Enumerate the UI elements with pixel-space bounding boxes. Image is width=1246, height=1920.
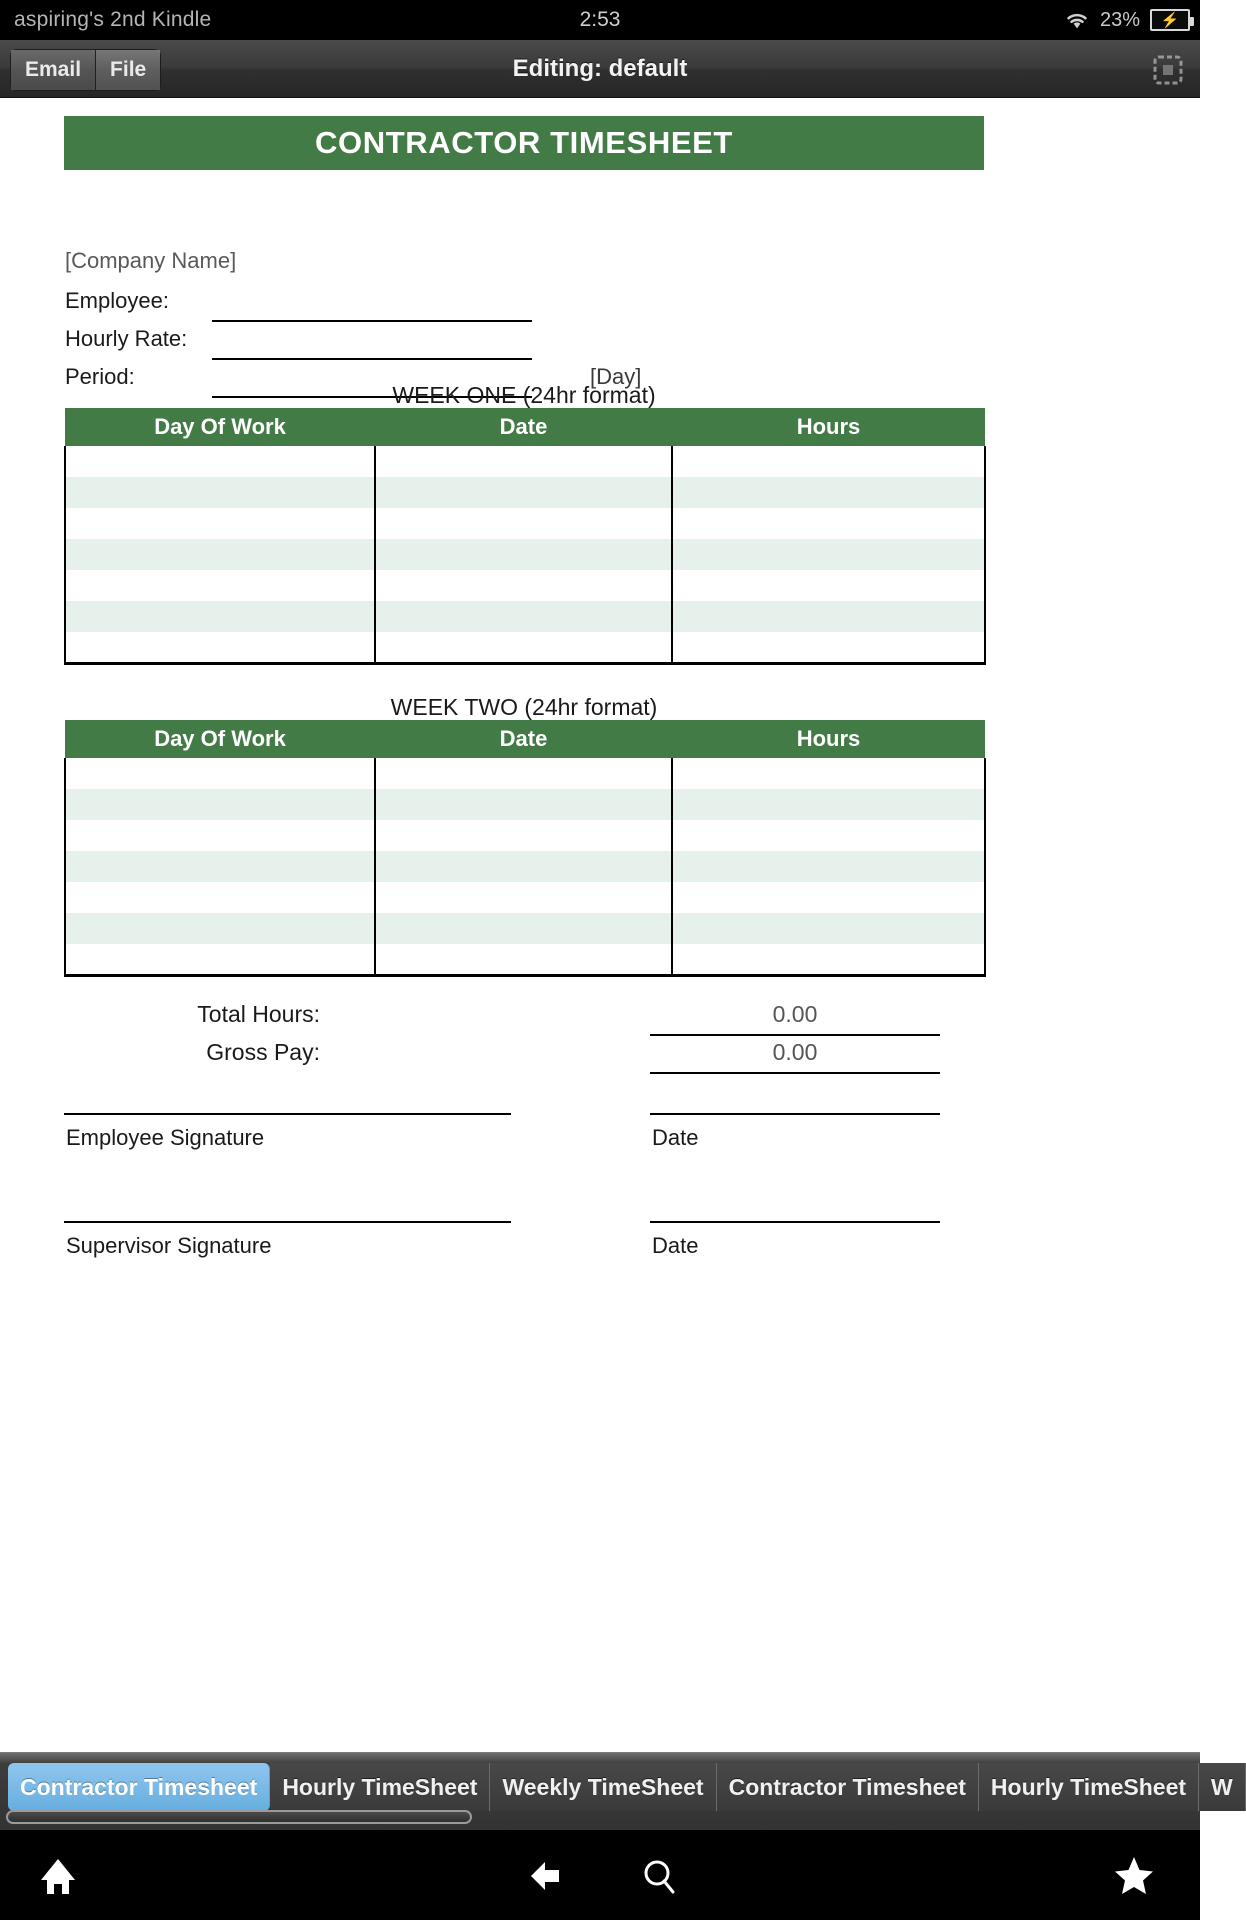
search-icon[interactable] [637, 1854, 681, 1898]
total-hours-label: Total Hours: [197, 1001, 320, 1027]
cell-hours[interactable] [672, 882, 985, 913]
cell-day[interactable] [65, 601, 375, 632]
cell-day[interactable] [65, 508, 375, 539]
file-button[interactable]: File [96, 50, 160, 90]
cell-day[interactable] [65, 632, 375, 663]
cell-day[interactable] [65, 944, 375, 975]
sheet-tab-list [8, 1763, 1246, 1811]
table-row[interactable] [65, 446, 985, 477]
week-two-header-row [65, 720, 985, 758]
supervisor-date-label: Date [652, 1233, 699, 1258]
editing-title: Editing: default [512, 55, 688, 82]
cell-day[interactable] [65, 570, 375, 601]
app-toolbar [0, 40, 1200, 98]
battery-percent: 23% [1099, 8, 1140, 31]
gross-pay-label: Gross Pay: [206, 1039, 320, 1065]
cell-date[interactable] [375, 913, 672, 944]
table-row[interactable] [65, 477, 985, 508]
total-hours-value[interactable]: 0.00 [650, 998, 940, 1036]
table-row[interactable] [65, 539, 985, 570]
table-row[interactable] [65, 944, 985, 975]
status-clock: 2:53 [579, 8, 621, 31]
cell-date[interactable] [375, 508, 672, 539]
cell-hours[interactable] [672, 851, 985, 882]
cell-hours[interactable] [672, 539, 985, 570]
cell-day[interactable] [65, 789, 375, 820]
wifi-icon [1064, 10, 1090, 30]
totals-block [64, 998, 984, 1074]
table-row[interactable] [65, 570, 985, 601]
cell-day[interactable] [65, 477, 375, 508]
week-two-table[interactable] [64, 720, 986, 977]
cell-day[interactable] [65, 820, 375, 851]
cell-hours[interactable] [672, 913, 985, 944]
cell-hours[interactable] [672, 789, 985, 820]
employee-signature-row[interactable] [64, 1113, 984, 1221]
field-period-label: Period: [65, 364, 135, 389]
table-row[interactable] [65, 632, 985, 663]
cell-day[interactable] [65, 758, 375, 789]
employee-signature-line[interactable] [64, 1113, 511, 1115]
signature-block [64, 1113, 984, 1329]
star-icon[interactable] [1112, 1854, 1156, 1898]
cell-date[interactable] [375, 477, 672, 508]
supervisor-date-line[interactable] [650, 1221, 940, 1223]
table-row[interactable] [65, 789, 985, 820]
week-two-col-date: Date [375, 720, 672, 758]
cell-hours[interactable] [672, 820, 985, 851]
cell-date[interactable] [375, 601, 672, 632]
cell-hours[interactable] [672, 477, 985, 508]
cell-date[interactable] [375, 789, 672, 820]
table-row[interactable] [65, 758, 985, 789]
cell-date[interactable] [375, 539, 672, 570]
document-canvas[interactable] [0, 98, 1200, 1748]
week-two-col-hours: Hours [672, 720, 985, 758]
field-hourly-rate-input[interactable] [212, 322, 532, 360]
field-employee[interactable] [65, 284, 965, 322]
week-one-col-day: Day Of Work [65, 408, 375, 446]
cell-date[interactable] [375, 851, 672, 882]
week-two-col-day: Day Of Work [65, 720, 375, 758]
toolbar-button-group [10, 49, 161, 91]
cell-hours[interactable] [672, 446, 985, 477]
bottom-navigation-bar [0, 1830, 1200, 1920]
cell-day[interactable] [65, 539, 375, 570]
fullscreen-icon[interactable] [1152, 54, 1184, 86]
table-row[interactable] [65, 913, 985, 944]
week-one-col-date: Date [375, 408, 672, 446]
table-row[interactable] [65, 820, 985, 851]
cell-date[interactable] [375, 820, 672, 851]
battery-charging-icon: ⚡ [1150, 9, 1190, 31]
supervisor-signature-row[interactable] [64, 1221, 984, 1329]
page-title: CONTRACTOR TIMESHEET [64, 116, 984, 170]
sheet-tab-weekly-timesheet[interactable]: Weekly TimeSheet [490, 1763, 716, 1811]
week-two-caption: WEEK TWO (24hr format) [390, 694, 658, 720]
cell-day[interactable] [65, 446, 375, 477]
home-icon[interactable] [36, 1854, 80, 1898]
cell-date[interactable] [375, 944, 672, 975]
company-name: [Company Name] [65, 248, 237, 273]
week-one-col-hours: Hours [672, 408, 985, 446]
gross-pay-row[interactable] [64, 1036, 984, 1074]
cell-date[interactable] [375, 758, 672, 789]
supervisor-signature-line[interactable] [64, 1221, 511, 1223]
back-arrow-icon[interactable] [525, 1854, 569, 1898]
employee-date-label: Date [652, 1125, 699, 1150]
cell-day[interactable] [65, 882, 375, 913]
cell-hours[interactable] [672, 632, 985, 663]
cell-day[interactable] [65, 913, 375, 944]
cell-date[interactable] [375, 882, 672, 913]
cell-hours[interactable] [672, 944, 985, 975]
status-bar [0, 0, 1200, 40]
cell-date[interactable] [375, 632, 672, 663]
cell-hours[interactable] [672, 601, 985, 632]
cell-hours[interactable] [672, 508, 985, 539]
table-row[interactable] [65, 851, 985, 882]
cell-day[interactable] [65, 851, 375, 882]
week-one-caption: WEEK ONE (24hr format) [392, 382, 656, 408]
sheet-tab-hourly-timesheet-1[interactable]: Hourly TimeSheet [270, 1763, 490, 1811]
field-hourly-rate[interactable] [65, 322, 965, 360]
sheet-tab-hourly-timesheet-2[interactable]: Hourly TimeSheet [979, 1763, 1199, 1811]
total-hours-row[interactable] [64, 998, 984, 1036]
status-indicators [1064, 9, 1190, 32]
field-hourly-rate-label: Hourly Rate: [65, 326, 188, 351]
sheet-tab-bar[interactable] [0, 1752, 1233, 1830]
sheet-tab-contractor-timesheet-2[interactable]: Contractor Timesheet [717, 1763, 979, 1811]
email-button[interactable]: Email [11, 50, 96, 90]
field-employee-label: Employee: [65, 288, 169, 313]
cell-date[interactable] [375, 446, 672, 477]
employee-date-line[interactable] [650, 1113, 940, 1115]
supervisor-signature-label: Supervisor Signature [66, 1233, 272, 1258]
cell-date[interactable] [375, 570, 672, 601]
sheet-tab-scrollbar[interactable] [6, 1810, 472, 1824]
table-row[interactable] [65, 508, 985, 539]
table-row[interactable] [65, 882, 985, 913]
employee-signature-label: Employee Signature [66, 1125, 265, 1150]
sheet-tab-contractor-timesheet-1[interactable]: Contractor Timesheet [8, 1763, 270, 1811]
week-one-table[interactable] [64, 408, 986, 665]
device-name: aspiring's 2nd Kindle [14, 8, 212, 31]
table-row[interactable] [65, 601, 985, 632]
header-fields [65, 248, 965, 398]
cell-hours[interactable] [672, 570, 985, 601]
field-employee-input[interactable] [212, 284, 532, 322]
week-one-header-row [65, 408, 985, 446]
gross-pay-value[interactable]: 0.00 [650, 1036, 940, 1074]
cell-hours[interactable] [672, 758, 985, 789]
field-period-day: [Day] [590, 364, 642, 389]
sheet-tab-weekly-timesheet-2[interactable]: W [1199, 1763, 1246, 1811]
